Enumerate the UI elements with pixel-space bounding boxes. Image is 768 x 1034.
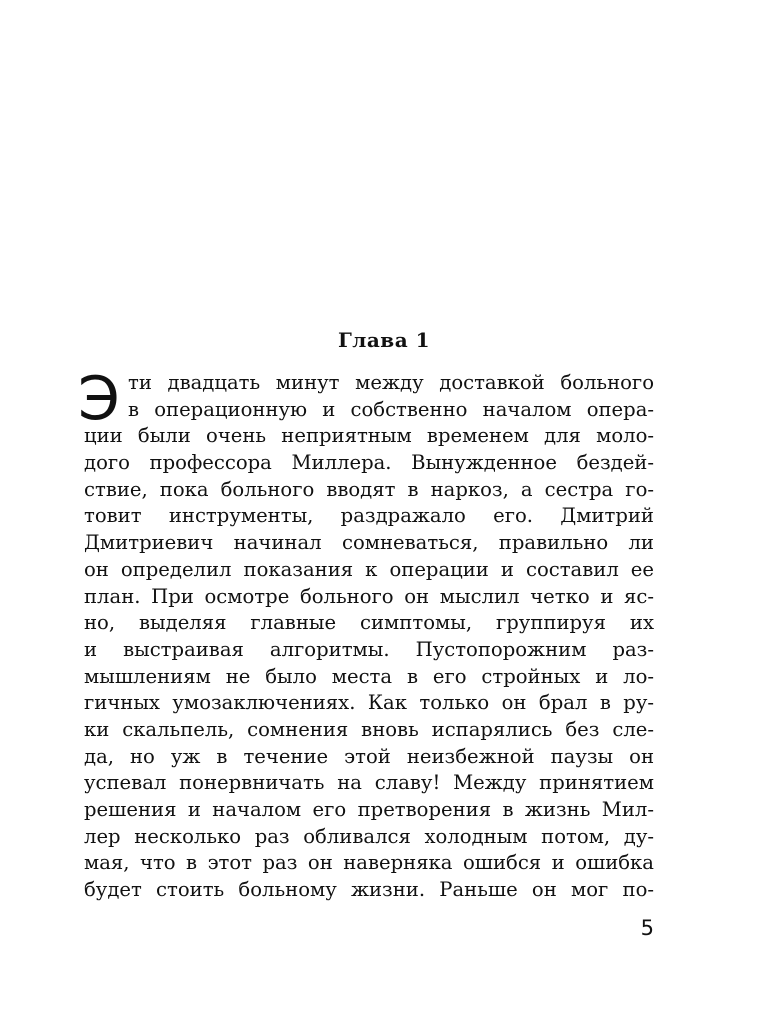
text-line: решения и началом его претворения в жизнь Мил- (84, 798, 654, 821)
text-line: мышлениям не было места в его стройных и ло- (84, 664, 654, 688)
text-line: гичных умозаключениях. Как только он брал в ру- (84, 691, 654, 715)
text-line: будет стоить больному жизни. Раньше он мог по- (84, 878, 654, 902)
text-line: лер несколько раз обливался холодным потом, ду- (84, 824, 654, 848)
text-line: ти двадцать минут между доставкой больного (128, 371, 654, 394)
text-line: он определил показания к операции и составил ее (84, 557, 654, 581)
text-line: ки скальпель, сомнения вновь испарялись без сле- (84, 717, 654, 741)
drop-cap-letter: Э (78, 364, 120, 434)
text-line: успевал понервничать на славу! Между принятием (84, 771, 654, 795)
chapter-title: Глава 1 (337, 328, 431, 352)
text-line: Дмитриевич начинал сомневаться, правильно ли (84, 531, 654, 555)
body-text (84, 370, 654, 904)
text-line: план. При осмотре больного он мыслил четко и яс- (84, 584, 654, 608)
text-line: дого профессора Миллера. Вынужденное бездей- (84, 451, 654, 475)
text-line: но, выделяя главные симптомы, группируя их (84, 611, 654, 635)
text-line: товит инструменты, раздражало его. Дмитрий (84, 504, 654, 528)
text-line: да, но уж в течение этой неизбежной паузы он (84, 744, 654, 768)
text-line: ции были очень неприятным временем для моло- (84, 424, 654, 448)
text-line: и выстраивая алгоритмы. Пустопорожним раз- (84, 637, 654, 661)
text-line: в операционную и собственно началом опера- (128, 397, 654, 421)
text-line: мая, что в этот раз он наверняка ошибся и ошибка (84, 851, 654, 875)
page-number: 5 (640, 916, 654, 940)
text-line: ствие, пока больного вводят в наркоз, а сестра го- (84, 477, 654, 501)
